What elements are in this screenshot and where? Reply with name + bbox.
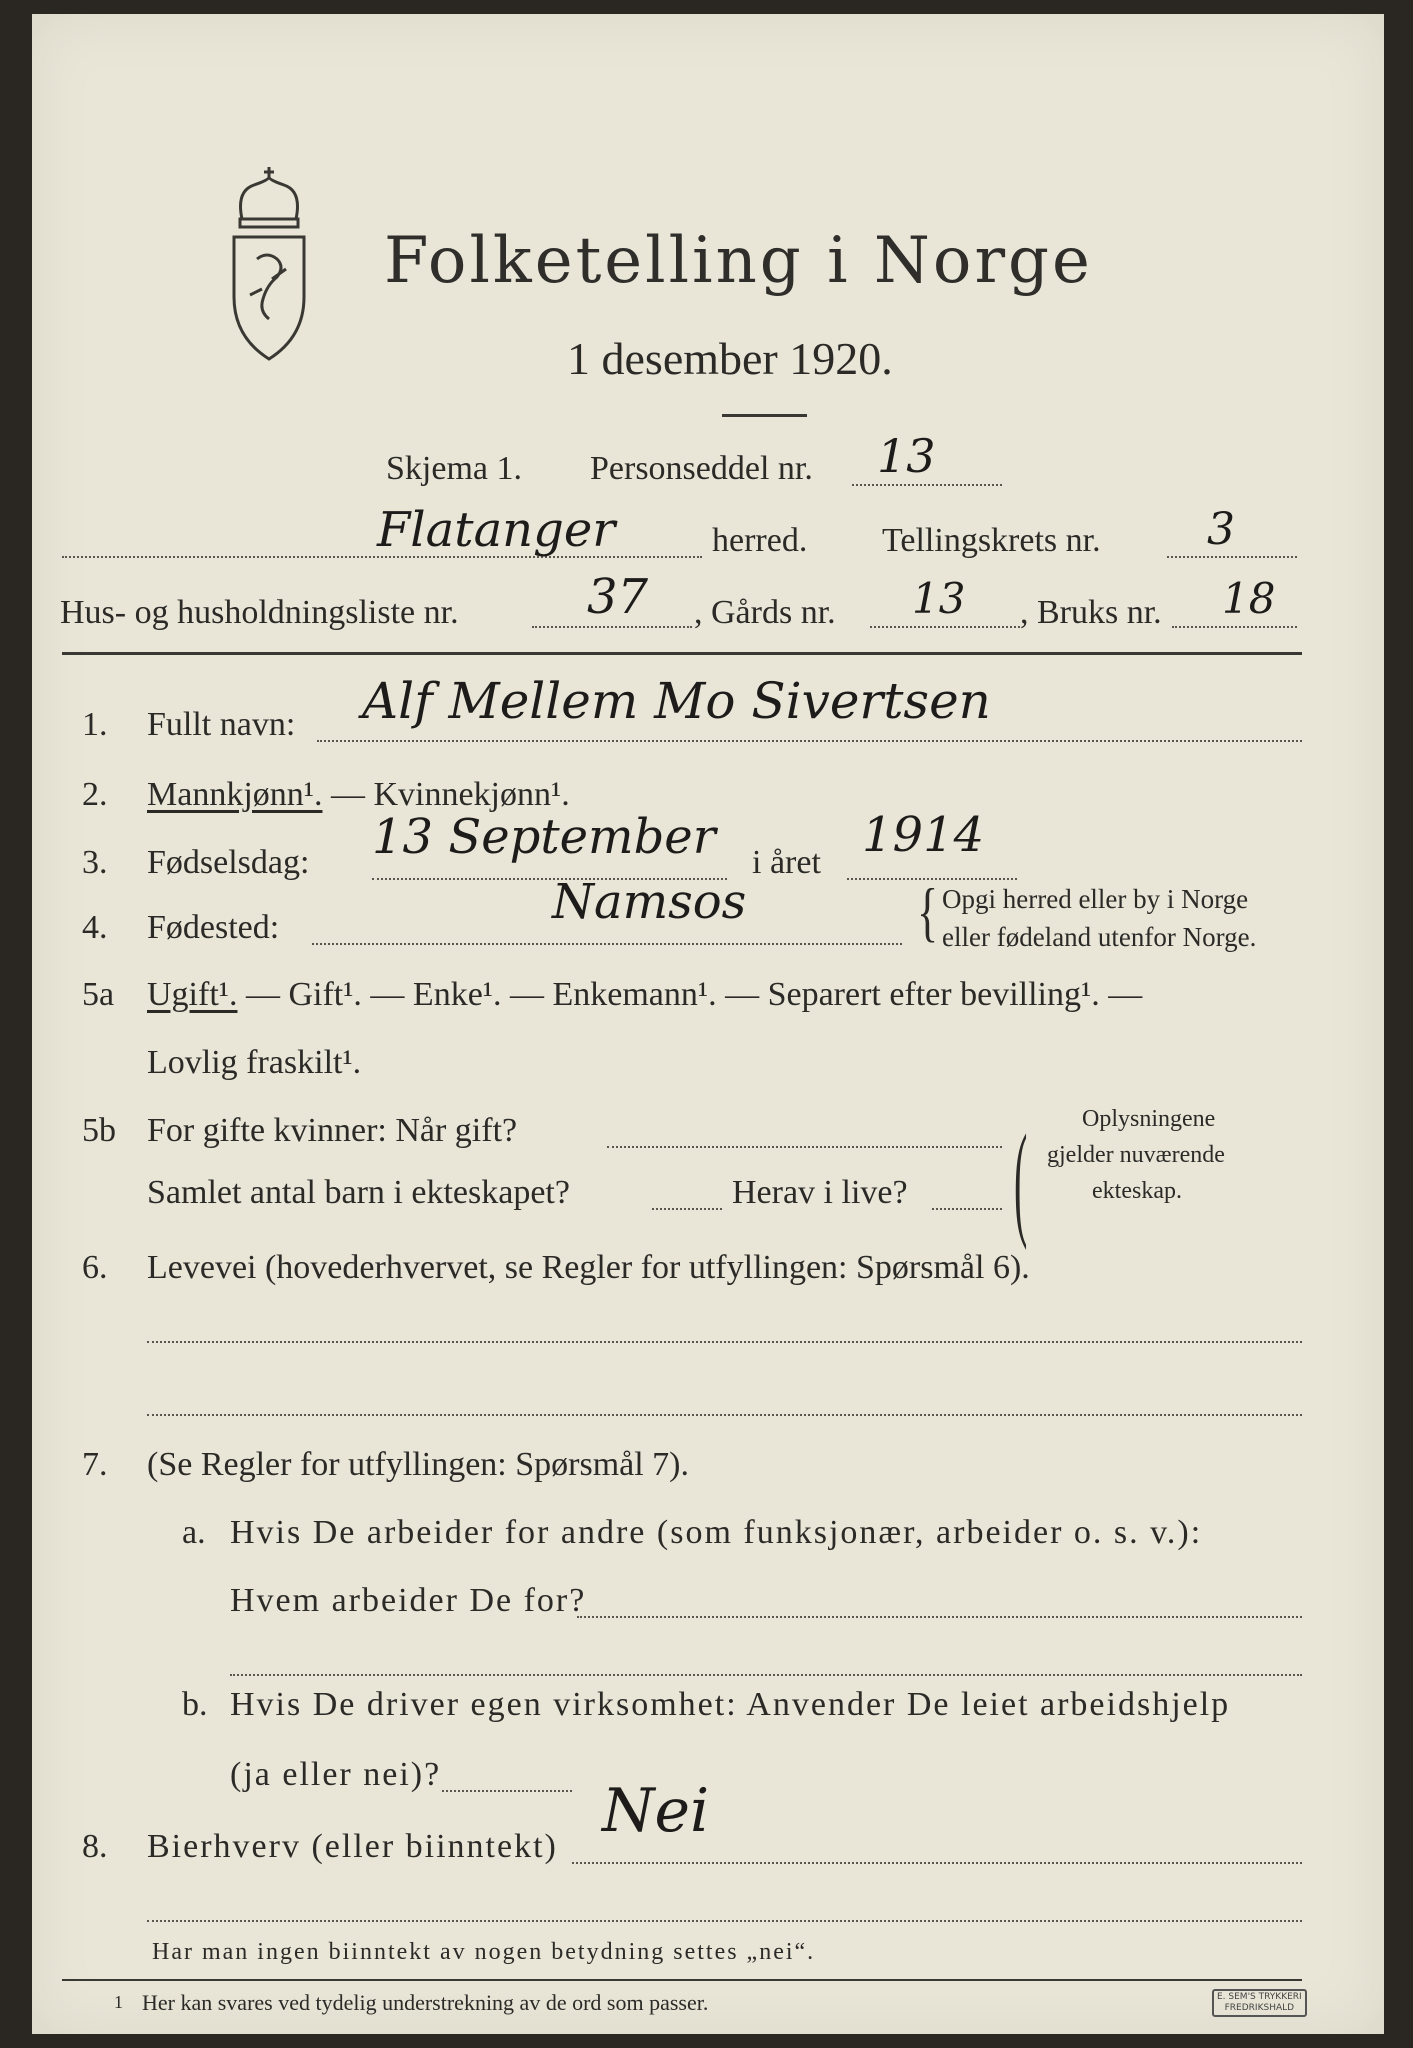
birthplace-value[interactable]: Namsos: [552, 874, 747, 930]
q2-number: 2.: [82, 776, 108, 813]
secondary-income-value[interactable]: Nei: [602, 1776, 710, 1846]
footnote-text: Her kan svares ved tydelig understrekning av de ord som passer.: [142, 1990, 709, 2015]
section-divider: [62, 652, 1302, 655]
birth-year-value[interactable]: 1914: [862, 807, 985, 863]
q8-label: Bierhverv (eller biinntekt): [147, 1828, 558, 1865]
birthdate-value[interactable]: 13 September: [372, 809, 716, 865]
personseddel-label: Personseddel nr.: [590, 450, 813, 487]
bruks-value[interactable]: 18: [1222, 574, 1276, 623]
q7a-line1: Hvis De arbeider for andre (som funksjonær, arbeider o. s. v.):: [230, 1514, 1203, 1551]
q2-options: Mannkjønn¹. — Kvinnekjønn¹.: [147, 776, 570, 813]
husliste-label: Hus- og husholdningsliste nr.: [60, 594, 459, 631]
census-form-page: Folketelling i Norge 1 desember 1920. Skjema 1. Personseddel nr. 13 Flatanger herred. Tellingskrets nr. 3 Hus- og husholdningsliste nr. 37 , Gårds nr. 13 , Bruks nr. 18 1. Fullt navn: Alf Mellem Mo Sivertsen 2. Mannkjønn¹. — Kvinnekjønn¹. 3. Fødselsdag: 13 September i året 1914 4. Fødested: Namsos { Opgi herred eller by i Norge eller fødeland utenfor Norge. 5a Ugift¹. — Gift¹. — Enke¹. — Enkemann¹. — Separert efter bevilling¹. — Lovlig fraskilt¹. 5b For gifte kvinner: Når gift? Samlet antal barn i ekteskapet? Herav i live? ( Oplysningene gjelder nuværende ekteskap. 6. Levevei (hovederhvervet, se Regler for utfyllingen: Spørsmål 6). 7. (Se Regler for utfyllingen: Spørsmål 7). a. Hvis De arbeider for andre (som funksjonær, arbeider o. s. v.): Hvem arbeider De for? b. Hvis De driver egen virksomhet: Anvender De leiet arbeidshjelp (ja eller nei)? 8. Bierhverv (eller biinntekt) Nei Har man ingen biinntekt av nogen betydning settes „nei“. 1 Her kan svares ved tydelig understrekning av de ord som passer. E. SEM'S TRYKKERI FREDRIKSHALD: [32, 14, 1384, 2034]
female-option[interactable]: Kvinnekjønn¹.: [373, 776, 570, 813]
q1-label: Fullt navn:: [147, 706, 296, 743]
q7a-line2: Hvem arbeider De for?: [230, 1582, 587, 1619]
printer-stamp: E. SEM'S TRYKKERI FREDRIKSHALD: [1212, 1989, 1307, 2017]
q7-number: 7.: [82, 1446, 108, 1483]
q5b-line2a: Samlet antal barn i ekteskapet?: [147, 1174, 570, 1211]
q7b-line2: (ja eller nei)?: [230, 1756, 442, 1793]
q5a-number: 5a: [82, 976, 115, 1013]
q6-label: Levevei (hovederhvervet, se Regler for utfyllingen: Spørsmål 6).: [147, 1249, 1030, 1286]
title-divider: [722, 414, 807, 417]
q5a-options: Ugift¹. — Gift¹. — Enke¹. — Enkemann¹. — Separert efter bevilling¹. —: [147, 976, 1143, 1013]
gards-value[interactable]: 13: [912, 574, 966, 623]
gards-label: , Gårds nr.: [694, 594, 836, 631]
skjema-label: Skjema 1.: [386, 450, 522, 487]
herred-value[interactable]: Flatanger: [377, 502, 616, 558]
census-date: 1 desember 1920.: [567, 333, 893, 384]
male-option[interactable]: Mannkjønn¹.: [147, 776, 323, 813]
husliste-value[interactable]: 37: [587, 569, 649, 625]
q1-number: 1.: [82, 706, 108, 743]
q4-number: 4.: [82, 909, 108, 946]
form-title: Folketelling i Norge: [384, 224, 1093, 298]
footer-note: Har man ingen biinntekt av nogen betydning settes „nei“.: [152, 1939, 816, 1965]
tellingskrets-value[interactable]: 3: [1207, 504, 1235, 555]
q7b-line1: Hvis De driver egen virksomhet: Anvender De leiet arbeidshjelp: [230, 1686, 1231, 1723]
q5b-line1: For gifte kvinner: Når gift?: [147, 1112, 518, 1149]
q5b-note-line3: ekteskap.: [1092, 1178, 1182, 1204]
q8-number: 8.: [82, 1828, 108, 1865]
footnote-number: 1: [114, 1992, 123, 2012]
bruks-label: , Bruks nr.: [1020, 594, 1162, 631]
q6-number: 6.: [82, 1249, 108, 1286]
q5a-line2[interactable]: Lovlig fraskilt¹.: [147, 1044, 362, 1081]
q7b-number: b.: [182, 1686, 208, 1723]
full-name-value[interactable]: Alf Mellem Mo Sivertsen: [362, 672, 991, 730]
year-label: i året: [752, 844, 821, 881]
q7a-number: a.: [182, 1514, 206, 1551]
q3-label: Fødselsdag:: [147, 844, 310, 881]
q4-note-line2: eller fødeland utenfor Norge.: [942, 922, 1257, 952]
tellingskrets-label: Tellingskrets nr.: [882, 522, 1101, 559]
coat-of-arms-icon: [212, 159, 327, 364]
personseddel-value[interactable]: 13: [877, 429, 936, 483]
q5b-note-line2: gjelder nuværende: [1047, 1142, 1225, 1168]
herred-label: herred.: [712, 522, 808, 559]
q5b-line2b: Herav i live?: [732, 1174, 908, 1211]
q7-label: (Se Regler for utfyllingen: Spørsmål 7).: [147, 1446, 690, 1483]
q3-number: 3.: [82, 844, 108, 881]
q5b-number: 5b: [82, 1112, 116, 1149]
q4-note-line1: Opgi herred eller by i Norge: [942, 884, 1249, 914]
q4-label: Fødested:: [147, 909, 280, 946]
ugift-option[interactable]: Ugift¹.: [147, 976, 238, 1013]
q5b-note-line1: Oplysningene: [1082, 1106, 1216, 1132]
